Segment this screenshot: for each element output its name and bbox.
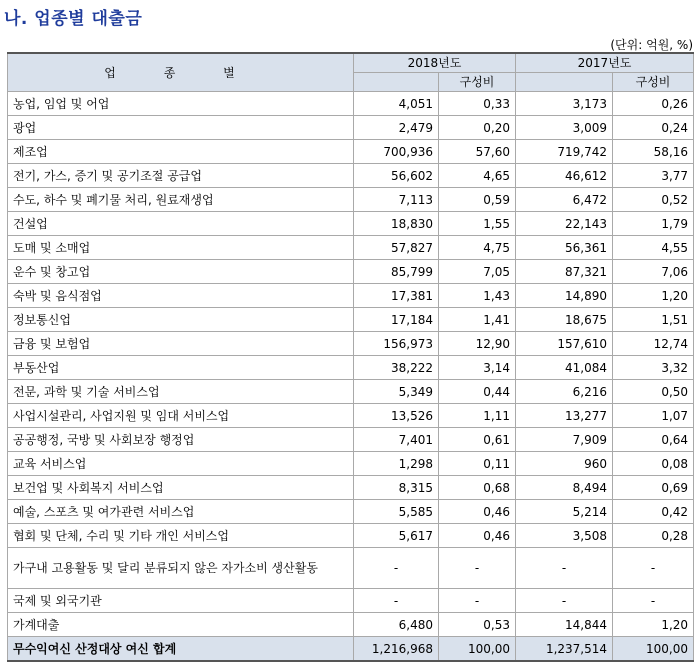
share-2017-cell: 0,08 (613, 452, 694, 476)
share-2018-cell: 1,41 (439, 308, 516, 332)
table-row (8, 212, 694, 236)
industry-name-cell: 광업 (8, 116, 354, 140)
loan-by-industry-table (7, 52, 694, 662)
amount-2017-cell: 1,237,514 (516, 637, 613, 662)
table-row (8, 589, 694, 613)
share-2017-cell: 12,74 (613, 332, 694, 356)
amount-2018-cell: 56,602 (354, 164, 439, 188)
table-row (8, 476, 694, 500)
amount-2018-cell: 17,184 (354, 308, 439, 332)
share-2018-cell: 0,44 (439, 380, 516, 404)
share-2018-cell: 7,05 (439, 260, 516, 284)
amount-2018-cell: 5,617 (354, 524, 439, 548)
industry-name-cell: 숙박 및 음식점업 (8, 284, 354, 308)
amount-2017-cell: 22,143 (516, 212, 613, 236)
header-share-2017: 구성비 (613, 73, 694, 92)
share-2018-cell: 4,75 (439, 236, 516, 260)
share-2018-cell: 3,14 (439, 356, 516, 380)
share-2018-cell: 0,68 (439, 476, 516, 500)
amount-2018-cell: 6,480 (354, 613, 439, 637)
share-2018-cell: 1,55 (439, 212, 516, 236)
share-2017-cell: 4,55 (613, 236, 694, 260)
table-row (8, 524, 694, 548)
table-row (8, 428, 694, 452)
header-row-years (8, 53, 694, 73)
industry-name-cell: 정보통신업 (8, 308, 354, 332)
amount-2017-cell: 14,890 (516, 284, 613, 308)
table-row (8, 92, 694, 116)
share-2018-cell: 0,46 (439, 524, 516, 548)
share-2018-cell: 12,90 (439, 332, 516, 356)
amount-2018-cell: 156,973 (354, 332, 439, 356)
amount-2017-cell: 6,472 (516, 188, 613, 212)
share-2017-cell: 0,28 (613, 524, 694, 548)
share-2017-cell: 0,24 (613, 116, 694, 140)
industry-name-cell: 전문, 과학 및 기술 서비스업 (8, 380, 354, 404)
header-year-2018: 2018년도 (354, 53, 516, 73)
amount-2018-cell: 38,222 (354, 356, 439, 380)
industry-name-cell: 사업시설관리, 사업지원 및 임대 서비스업 (8, 404, 354, 428)
amount-2018-cell: 5,585 (354, 500, 439, 524)
share-2017-cell: 3,32 (613, 356, 694, 380)
industry-name-cell: 금융 및 보험업 (8, 332, 354, 356)
amount-2018-cell: - (354, 589, 439, 613)
amount-2017-cell: 719,742 (516, 140, 613, 164)
table-row (8, 380, 694, 404)
industry-name-cell: 국제 및 외국기관 (8, 589, 354, 613)
share-2018-cell: 0,61 (439, 428, 516, 452)
header-amount-2017 (516, 73, 613, 92)
total-row (8, 637, 694, 662)
amount-2017-cell: 8,494 (516, 476, 613, 500)
amount-2018-cell: - (354, 548, 439, 589)
share-2017-cell: 1,51 (613, 308, 694, 332)
industry-name-cell: 가계대출 (8, 613, 354, 637)
table-row (8, 116, 694, 140)
amount-2017-cell: 14,844 (516, 613, 613, 637)
industry-name-cell: 부동산업 (8, 356, 354, 380)
share-2018-cell: 1,11 (439, 404, 516, 428)
header-category: 업 종 별 (8, 53, 354, 92)
share-2018-cell: 0,53 (439, 613, 516, 637)
amount-2018-cell: 1,216,968 (354, 637, 439, 662)
table-row (8, 260, 694, 284)
table-row (8, 613, 694, 637)
section-title: 나. 업종별 대출금 (4, 9, 143, 29)
share-2017-cell: 58,16 (613, 140, 694, 164)
share-2017-cell: 1,20 (613, 284, 694, 308)
amount-2017-cell: - (516, 548, 613, 589)
share-2018-cell: 4,65 (439, 164, 516, 188)
share-2017-cell: - (613, 548, 694, 589)
header-amount-2018 (354, 73, 439, 92)
amount-2018-cell: 5,349 (354, 380, 439, 404)
amount-2018-cell: 18,830 (354, 212, 439, 236)
amount-2017-cell: 18,675 (516, 308, 613, 332)
table-row (8, 236, 694, 260)
amount-2017-cell: 5,214 (516, 500, 613, 524)
amount-2018-cell: 13,526 (354, 404, 439, 428)
industry-name-cell: 무수익여신 산정대상 여신 합계 (8, 637, 354, 662)
industry-name-cell: 농업, 임업 및 어업 (8, 92, 354, 116)
industry-name-cell: 전기, 가스, 증기 및 공기조절 공급업 (8, 164, 354, 188)
industry-name-cell: 예술, 스포츠 및 여가관련 서비스업 (8, 500, 354, 524)
amount-2017-cell: 13,277 (516, 404, 613, 428)
share-2017-cell: 100,00 (613, 637, 694, 662)
table-row (8, 188, 694, 212)
amount-2017-cell: 7,909 (516, 428, 613, 452)
share-2017-cell: - (613, 589, 694, 613)
amount-2018-cell: 4,051 (354, 92, 439, 116)
header-share-2018: 구성비 (439, 73, 516, 92)
header-year-2017: 2017년도 (516, 53, 694, 73)
industry-name-cell: 제조업 (8, 140, 354, 164)
industry-name-cell: 가구내 고용활동 및 달리 분류되지 않은 자가소비 생산활동 (8, 548, 354, 589)
share-2018-cell: 100,00 (439, 637, 516, 662)
table-row (8, 140, 694, 164)
table-row (8, 452, 694, 476)
amount-2018-cell: 57,827 (354, 236, 439, 260)
amount-2017-cell: 41,084 (516, 356, 613, 380)
amount-2018-cell: 1,298 (354, 452, 439, 476)
amount-2017-cell: 56,361 (516, 236, 613, 260)
table-row (8, 332, 694, 356)
amount-2017-cell: - (516, 589, 613, 613)
share-2018-cell: 57,60 (439, 140, 516, 164)
amount-2018-cell: 2,479 (354, 116, 439, 140)
amount-2018-cell: 17,381 (354, 284, 439, 308)
share-2018-cell: 0,46 (439, 500, 516, 524)
table-row (8, 500, 694, 524)
share-2017-cell: 1,79 (613, 212, 694, 236)
share-2018-cell: 1,43 (439, 284, 516, 308)
share-2018-cell: 0,20 (439, 116, 516, 140)
amount-2017-cell: 3,173 (516, 92, 613, 116)
share-2017-cell: 7,06 (613, 260, 694, 284)
share-2018-cell: - (439, 589, 516, 613)
amount-2017-cell: 3,508 (516, 524, 613, 548)
share-2017-cell: 0,69 (613, 476, 694, 500)
amount-2017-cell: 3,009 (516, 116, 613, 140)
industry-name-cell: 건설업 (8, 212, 354, 236)
amount-2018-cell: 700,936 (354, 140, 439, 164)
unit-note: (단위: 억원, %) (610, 38, 693, 52)
share-2017-cell: 0,26 (613, 92, 694, 116)
amount-2018-cell: 7,113 (354, 188, 439, 212)
industry-name-cell: 보건업 및 사회복지 서비스업 (8, 476, 354, 500)
industry-name-cell: 도매 및 소매업 (8, 236, 354, 260)
amount-2017-cell: 87,321 (516, 260, 613, 284)
table-body (8, 92, 694, 662)
share-2017-cell: 0,64 (613, 428, 694, 452)
share-2017-cell: 3,77 (613, 164, 694, 188)
amount-2017-cell: 960 (516, 452, 613, 476)
table-row (8, 356, 694, 380)
share-2018-cell: 0,59 (439, 188, 516, 212)
share-2018-cell: 0,11 (439, 452, 516, 476)
table-row (8, 164, 694, 188)
amount-2017-cell: 46,612 (516, 164, 613, 188)
amount-2017-cell: 6,216 (516, 380, 613, 404)
industry-name-cell: 협회 및 단체, 수리 및 기타 개인 서비스업 (8, 524, 354, 548)
industry-name-cell: 교육 서비스업 (8, 452, 354, 476)
share-2018-cell: 0,33 (439, 92, 516, 116)
share-2017-cell: 0,50 (613, 380, 694, 404)
share-2018-cell: - (439, 548, 516, 589)
industry-name-cell: 운수 및 창고업 (8, 260, 354, 284)
share-2017-cell: 1,07 (613, 404, 694, 428)
share-2017-cell: 0,42 (613, 500, 694, 524)
table-row (8, 284, 694, 308)
amount-2018-cell: 8,315 (354, 476, 439, 500)
industry-name-cell: 공공행정, 국방 및 사회보장 행정업 (8, 428, 354, 452)
amount-2017-cell: 157,610 (516, 332, 613, 356)
table-row (8, 404, 694, 428)
share-2017-cell: 1,20 (613, 613, 694, 637)
table-row (8, 548, 694, 589)
industry-name-cell: 수도, 하수 및 폐기물 처리, 원료재생업 (8, 188, 354, 212)
amount-2018-cell: 7,401 (354, 428, 439, 452)
table-row (8, 308, 694, 332)
amount-2018-cell: 85,799 (354, 260, 439, 284)
share-2017-cell: 0,52 (613, 188, 694, 212)
